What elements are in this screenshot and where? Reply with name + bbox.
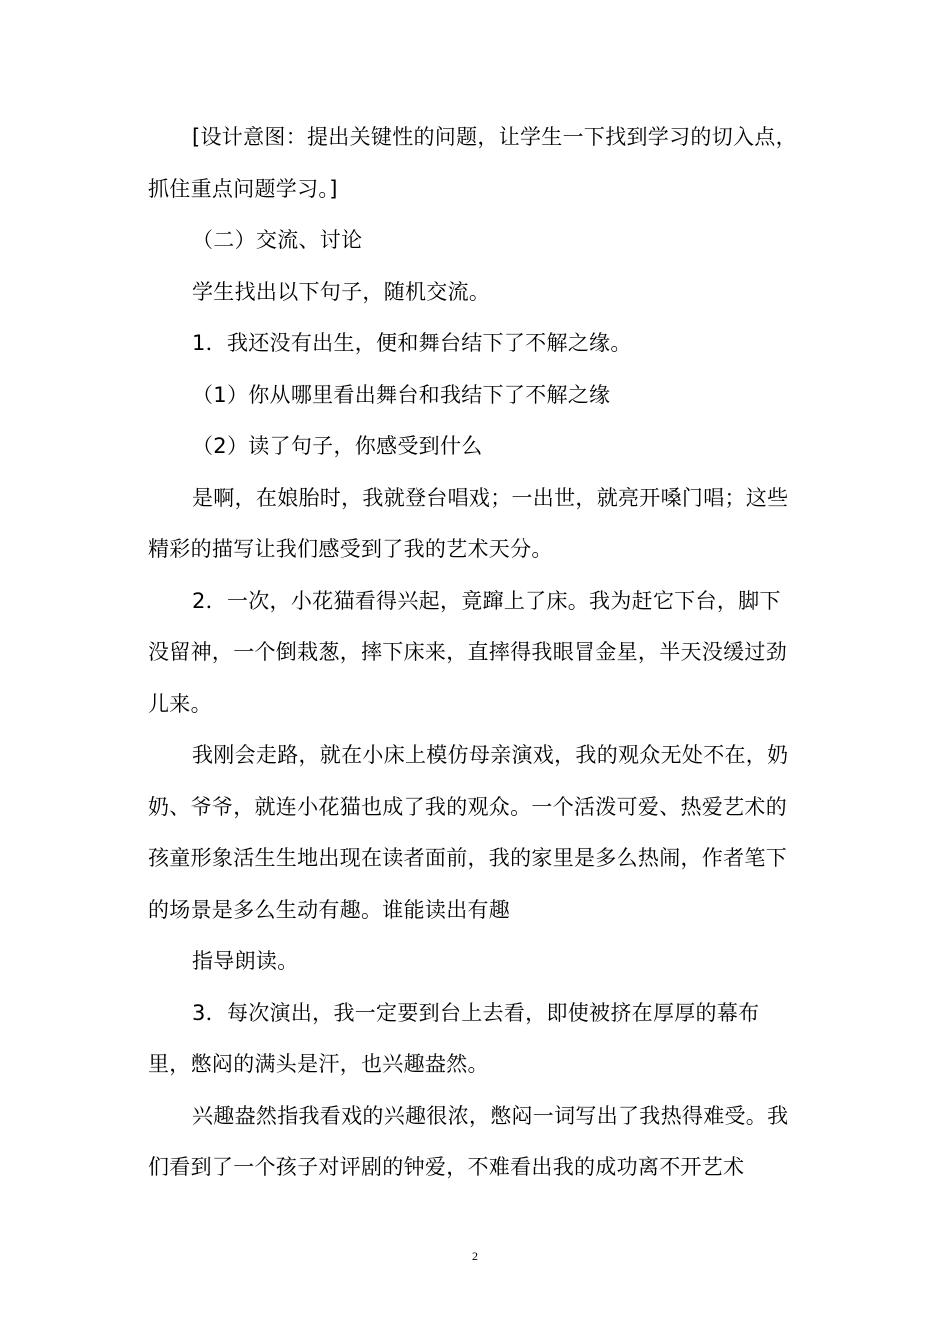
paragraph: 是啊，在娘胎时，我就登台唱戏；一出世，就亮开嗓门唱；这些精彩的描写让我们感受到了我的艺术天分。 (148, 485, 789, 561)
paragraph: 学生找出以下句子，随机交流。 (192, 279, 491, 304)
document-body (148, 112, 798, 1194)
numbered-sentence: 3．每次演出，我一定要到台上去看，即使被挤在厚厚的幕布里，憋闷的满头是汗，也兴趣盎然。 (148, 1000, 760, 1076)
numbered-sentence: 1．我还没有出生，便和舞台结下了不解之缘。 (192, 331, 632, 355)
paragraph: 兴趣盎然指我看戏的兴趣很浓，憋闷一词写出了我热得难受。我们看到了一个孩子对评剧的钟爱，不难看出我的成功离不开艺术 (148, 1103, 789, 1179)
page-number: 2 (472, 1249, 478, 1263)
sub-question: （1）你从哪里看出舞台和我结下了不解之缘 (192, 382, 611, 407)
section-heading: （二）交流、讨论 (192, 228, 363, 252)
paragraph: 我刚会走路，就在小床上模仿母亲演戏，我的观众无处不在，奶奶、爷爷，就连小花猫也成了我的观众。一个活泼可爱、热爱艺术的孩童形象活生生地出现在读者面前，我的家里是多么热闹，作者笔下的场景是多么生动有趣。谁能读出有趣 (148, 743, 789, 922)
sub-question: （2）读了句子，你感受到什么 (192, 434, 483, 458)
paragraph-design-intent: [设计意图：提出关键性的问题，让学生一下找到学习的切入点，抓住重点问题学习。] (148, 125, 797, 201)
numbered-sentence: 2．一次，小花猫看得兴起，竟蹿上了床。我为赶它下台，脚下没留神，一个倒栽葱，摔下床来，直摔得我眼冒金星，半天没缓过劲儿来。 (148, 588, 787, 716)
paragraph: 指导朗读。 (192, 949, 299, 973)
